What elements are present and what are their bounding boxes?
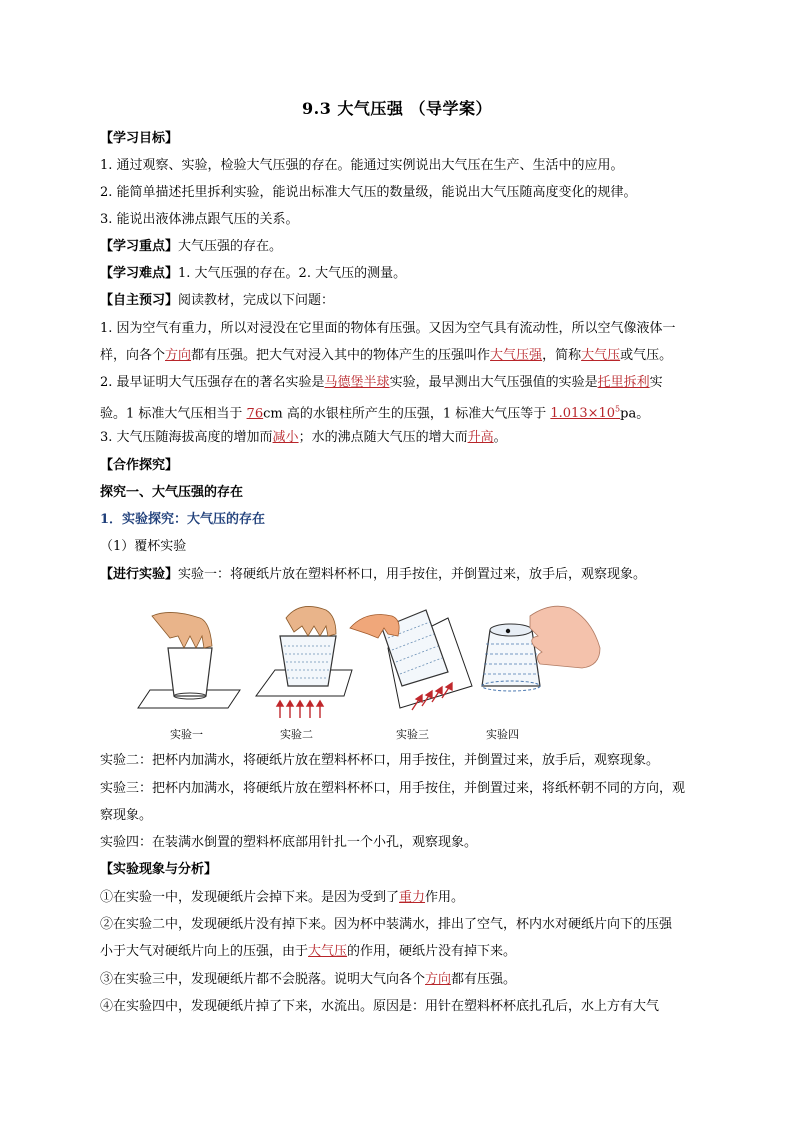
experiment-drawing <box>130 598 690 746</box>
answer-blank: 方向 <box>165 348 192 363</box>
experiment-title: （1）覆杯实验 <box>100 539 187 554</box>
objective-item: 3. 能说出液体沸点跟气压的关系。 <box>100 212 299 227</box>
analysis-result-two: ②在实验二中，发现硬纸片没有掉下来。因为杯中装满水，排出了空气，杯内水对硬纸片向下的压强 <box>100 917 673 932</box>
experiment-three-figure <box>350 610 472 710</box>
preview-q1-line1: 1. 因为空气有重力，所以对浸没在它里面的物体有压强。又因为空气具有流动性，所以空气像液体一 <box>100 321 676 336</box>
preview-q1-line2: 样，向各个方向都有压强。把大气对浸入其中的物体产生的压强叫作大气压强，简称大气压或气压。 <box>100 348 673 363</box>
analysis-result-three: ③在实验三中，发现硬纸片都不会脱落。说明大气向各个方向都有压强。 <box>100 972 517 987</box>
experiment-two-figure <box>256 606 352 718</box>
caption-experiment-four: 实验四 <box>486 728 519 741</box>
experiment-illustration <box>130 598 690 746</box>
caption-experiment-three: 实验三 <box>396 728 429 741</box>
objectives-heading: 【学习目标】 <box>100 131 179 146</box>
procedure: 【进行实验】实验一：将硬纸片放在塑料杯杯口，用手按住，并倒置过来，放手后，观察现象。 <box>100 567 647 582</box>
preview-intro: 【自主预习】阅读教材，完成以下问题： <box>100 293 335 308</box>
answer-blank: 托里拆利 <box>597 375 650 390</box>
subsection-heading: 1．实验探究：大气压的存在 <box>100 512 266 527</box>
difficulty: 【学习难点】1. 大气压强的存在。2. 大气压的测量。 <box>100 266 407 281</box>
caption-experiment-two: 实验二 <box>280 728 313 741</box>
preview-q2-line1: 2. 最早证明大气压强存在的著名实验是马德堡半球实验，最早测出大气压强值的实验是托里拆利实 <box>100 375 663 390</box>
experiment-three-text-cont: 察现象。 <box>100 808 153 823</box>
answer-blank: 升高 <box>467 430 494 445</box>
preview-q2-line2: 验。1 标准大气压相当于 76cm 高的水银柱所产生的压强，1 标准大气压等于 $1.013\times 10^5pa$。 <box>100 405 650 422</box>
experiment-one-figure <box>138 612 240 708</box>
objective-item: 2. 能简单描述托里拆利实验，能说出标准大气压的数量级，能说出大气压随高度变化的规律。 <box>100 185 637 200</box>
analysis-result-one: ①在实验一中，发现硬纸片会掉下来。是因为受到了重力作用。 <box>100 890 465 905</box>
answer-blank: $1.013\times 10^5$ <box>550 405 621 422</box>
preview-q3: 3. 大气压随海拔高度的增加而减小；水的沸点随大气压的增大而升高。 <box>100 430 507 445</box>
experiment-four-text: 实验四：在装满水倒置的塑料杯底部用针扎一个小孔，观察现象。 <box>100 835 478 850</box>
coop-heading: 【合作探究】 <box>100 458 179 473</box>
experiment-two-text: 实验二：把杯内加满水，将硬纸片放在塑料杯杯口，用手按住，并倒置过来，放手后，观察现象。 <box>100 753 660 768</box>
page-title: 9.3 大气压强 （导学案） <box>302 99 492 118</box>
experiment-three-text: 实验三：把杯内加满水，将硬纸片放在塑料杯杯口，用手按住，并倒置过来，将纸杯朝不同的方向，观 <box>100 781 686 796</box>
analysis-result-four: ④在实验四中，发现硬纸片掉了下来，水流出。原因是：用针在塑料杯杯底扎孔后，水上方有大气 <box>100 999 660 1014</box>
answer-blank: 重力 <box>399 890 426 905</box>
answer-blank: 76 <box>246 406 264 422</box>
analysis-result-two-cont: 小于大气对硬纸片向上的压强，由于大气压的作用，硬纸片没有掉下来。 <box>100 944 517 959</box>
experiment-four-figure <box>482 606 600 691</box>
answer-blank: 马德堡半球 <box>324 375 390 390</box>
analysis-heading: 【实验现象与分析】 <box>100 862 218 877</box>
answer-blank: 大气压 <box>308 944 348 959</box>
answer-blank: 大气压 <box>581 348 621 363</box>
answer-blank: 大气压强 <box>490 348 543 363</box>
objective-item: 1. 通过观察、实验，检验大气压强的存在。能通过实例说出大气压在生产、生活中的应用。 <box>100 158 624 173</box>
section-heading: 探究一、大气压强的存在 <box>100 485 244 500</box>
answer-blank: 减小 <box>272 430 299 445</box>
answer-blank: 方向 <box>425 972 452 987</box>
caption-experiment-one: 实验一 <box>170 728 203 741</box>
key-point: 【学习重点】大气压强的存在。 <box>100 239 283 254</box>
